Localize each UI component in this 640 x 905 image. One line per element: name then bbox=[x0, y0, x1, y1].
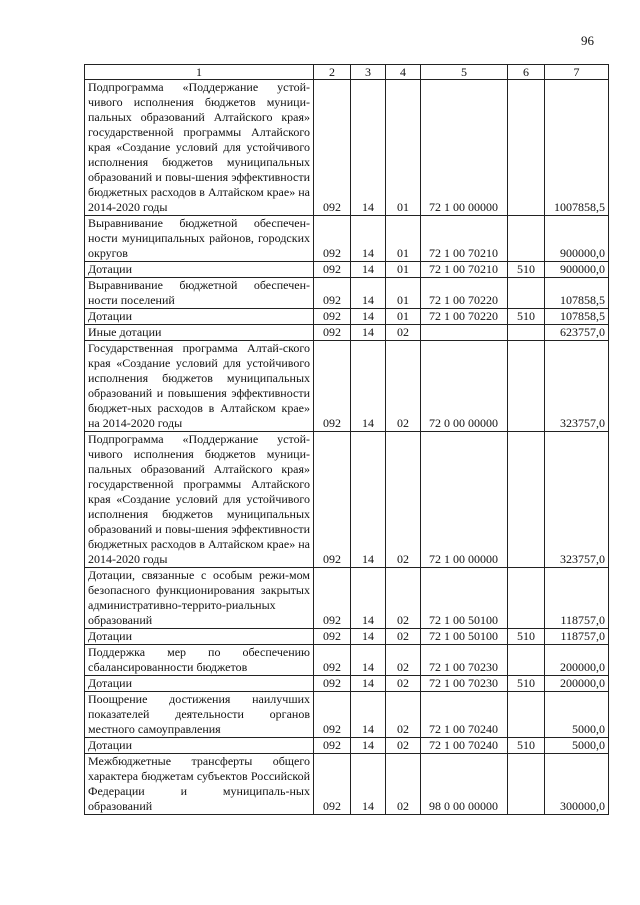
column-header: 3 bbox=[351, 65, 386, 80]
cell-target-code: 72 1 00 70230 bbox=[421, 645, 508, 676]
column-header: 2 bbox=[314, 65, 351, 80]
cell-amount: 107858,5 bbox=[545, 309, 609, 325]
cell-expense-type bbox=[508, 216, 545, 262]
cell-section: 14 bbox=[351, 341, 386, 432]
cell-section: 14 bbox=[351, 645, 386, 676]
table-row bbox=[85, 325, 609, 341]
cell-subsection: 02 bbox=[386, 692, 421, 738]
cell-amount: 5000,0 bbox=[545, 738, 609, 754]
table-row bbox=[85, 216, 609, 262]
cell-admin-code: 092 bbox=[314, 629, 351, 645]
cell-target-code: 72 1 00 70230 bbox=[421, 676, 508, 692]
cell-section: 14 bbox=[351, 676, 386, 692]
table-row bbox=[85, 432, 609, 568]
cell-section: 14 bbox=[351, 216, 386, 262]
cell-expense-type: 510 bbox=[508, 629, 545, 645]
cell-admin-code: 092 bbox=[314, 325, 351, 341]
cell-expense-type bbox=[508, 278, 545, 309]
cell-subsection: 01 bbox=[386, 309, 421, 325]
cell-expense-type: 510 bbox=[508, 309, 545, 325]
cell-subsection: 02 bbox=[386, 754, 421, 815]
cell-amount: 5000,0 bbox=[545, 692, 609, 738]
cell-amount: 323757,0 bbox=[545, 432, 609, 568]
cell-admin-code: 092 bbox=[314, 568, 351, 629]
column-header: 6 bbox=[508, 65, 545, 80]
table-row bbox=[85, 568, 609, 629]
cell-subsection: 02 bbox=[386, 629, 421, 645]
cell-subsection: 01 bbox=[386, 80, 421, 216]
cell-amount: 118757,0 bbox=[545, 629, 609, 645]
cell-amount: 200000,0 bbox=[545, 645, 609, 676]
cell-section: 14 bbox=[351, 325, 386, 341]
column-header: 4 bbox=[386, 65, 421, 80]
cell-amount: 623757,0 bbox=[545, 325, 609, 341]
cell-amount: 300000,0 bbox=[545, 754, 609, 815]
table-row bbox=[85, 629, 609, 645]
cell-expense-type bbox=[508, 692, 545, 738]
row-name: Межбюджетные трансферты общего характера бюджетам субъектов Российской Федерации и муниципаль-ных образований bbox=[85, 754, 314, 815]
column-header: 5 bbox=[421, 65, 508, 80]
cell-amount: 107858,5 bbox=[545, 278, 609, 309]
cell-section: 14 bbox=[351, 309, 386, 325]
row-name: Дотации bbox=[85, 629, 314, 645]
cell-expense-type bbox=[508, 80, 545, 216]
cell-subsection: 02 bbox=[386, 568, 421, 629]
cell-expense-type bbox=[508, 568, 545, 629]
cell-admin-code: 092 bbox=[314, 80, 351, 216]
row-name: Дотации bbox=[85, 262, 314, 278]
cell-admin-code: 092 bbox=[314, 432, 351, 568]
table-row bbox=[85, 278, 609, 309]
cell-section: 14 bbox=[351, 568, 386, 629]
cell-expense-type bbox=[508, 325, 545, 341]
table-row bbox=[85, 692, 609, 738]
cell-expense-type bbox=[508, 754, 545, 815]
row-name: Подпрограмма «Поддержание устой-чивого исполнения бюджетов муници-пальных образований Алтайского края» государственной программы Алтайского края «Создание условий для устойчивого исполнения бюджетов муниципальных образований и повы-шения эффективности бюджетных расходов в Алтайском крае» на 2014-2020 годы bbox=[85, 80, 314, 216]
row-name: Дотации bbox=[85, 738, 314, 754]
cell-section: 14 bbox=[351, 432, 386, 568]
cell-target-code: 72 1 00 70220 bbox=[421, 309, 508, 325]
table-row bbox=[85, 262, 609, 278]
table-row bbox=[85, 738, 609, 754]
table-row bbox=[85, 80, 609, 216]
cell-admin-code: 092 bbox=[314, 216, 351, 262]
row-name: Поощрение достижения наилучших показателей деятельности органов местного самоуправления bbox=[85, 692, 314, 738]
cell-target-code: 72 1 00 70240 bbox=[421, 692, 508, 738]
cell-amount: 900000,0 bbox=[545, 216, 609, 262]
row-name: Дотации bbox=[85, 309, 314, 325]
cell-subsection: 02 bbox=[386, 645, 421, 676]
table-row bbox=[85, 309, 609, 325]
cell-amount: 1007858,5 bbox=[545, 80, 609, 216]
cell-subsection: 01 bbox=[386, 216, 421, 262]
cell-amount: 323757,0 bbox=[545, 341, 609, 432]
cell-target-code: 72 0 00 00000 bbox=[421, 341, 508, 432]
row-name: Выравнивание бюджетной обеспечен-ности поселений bbox=[85, 278, 314, 309]
table-row bbox=[85, 645, 609, 676]
cell-admin-code: 092 bbox=[314, 692, 351, 738]
cell-subsection: 02 bbox=[386, 738, 421, 754]
cell-expense-type bbox=[508, 341, 545, 432]
cell-section: 14 bbox=[351, 80, 386, 216]
cell-amount: 900000,0 bbox=[545, 262, 609, 278]
cell-subsection: 01 bbox=[386, 278, 421, 309]
cell-target-code: 72 1 00 70240 bbox=[421, 738, 508, 754]
cell-admin-code: 092 bbox=[314, 309, 351, 325]
cell-admin-code: 092 bbox=[314, 738, 351, 754]
cell-admin-code: 092 bbox=[314, 278, 351, 309]
cell-target-code bbox=[421, 325, 508, 341]
cell-target-code: 72 1 00 50100 bbox=[421, 568, 508, 629]
cell-section: 14 bbox=[351, 738, 386, 754]
row-name: Выравнивание бюджетной обеспечен-ности муниципальных районов, городских округов bbox=[85, 216, 314, 262]
cell-section: 14 bbox=[351, 278, 386, 309]
column-header: 1 bbox=[85, 65, 314, 80]
cell-expense-type: 510 bbox=[508, 262, 545, 278]
page-number: 96 bbox=[581, 33, 594, 48]
cell-target-code: 72 1 00 50100 bbox=[421, 629, 508, 645]
table-row bbox=[85, 341, 609, 432]
cell-expense-type: 510 bbox=[508, 738, 545, 754]
cell-expense-type: 510 bbox=[508, 676, 545, 692]
cell-admin-code: 092 bbox=[314, 341, 351, 432]
cell-subsection: 02 bbox=[386, 325, 421, 341]
cell-subsection: 02 bbox=[386, 432, 421, 568]
row-name: Дотации bbox=[85, 676, 314, 692]
row-name: Иные дотации bbox=[85, 325, 314, 341]
cell-target-code: 98 0 00 00000 bbox=[421, 754, 508, 815]
header-row bbox=[85, 65, 609, 80]
cell-amount: 200000,0 bbox=[545, 676, 609, 692]
budget-table bbox=[84, 64, 609, 815]
cell-subsection: 02 bbox=[386, 676, 421, 692]
cell-target-code: 72 1 00 00000 bbox=[421, 80, 508, 216]
cell-target-code: 72 1 00 70220 bbox=[421, 278, 508, 309]
cell-admin-code: 092 bbox=[314, 262, 351, 278]
cell-section: 14 bbox=[351, 262, 386, 278]
row-name: Дотации, связанные с особым режи-мом безопасного функционирования закрытых административно-террито-риальных образований bbox=[85, 568, 314, 629]
cell-admin-code: 092 bbox=[314, 676, 351, 692]
column-header: 7 bbox=[545, 65, 609, 80]
cell-target-code: 72 1 00 00000 bbox=[421, 432, 508, 568]
cell-subsection: 02 bbox=[386, 341, 421, 432]
cell-amount: 118757,0 bbox=[545, 568, 609, 629]
table-row bbox=[85, 754, 609, 815]
cell-expense-type bbox=[508, 432, 545, 568]
row-name: Поддержка мер по обеспечению сбалансированности бюджетов bbox=[85, 645, 314, 676]
row-name: Подпрограмма «Поддержание устой-чивого исполнения бюджетов муници-пальных образований Алтайского края» государственной программы Алтайского края «Создание условий для устойчивого исполнения бюджетов муниципальных образований и повы-шения эффективности бюджетных расходов в Алтайском крае» на 2014-2020 годы bbox=[85, 432, 314, 568]
cell-section: 14 bbox=[351, 629, 386, 645]
cell-section: 14 bbox=[351, 754, 386, 815]
cell-expense-type bbox=[508, 645, 545, 676]
cell-admin-code: 092 bbox=[314, 754, 351, 815]
cell-target-code: 72 1 00 70210 bbox=[421, 216, 508, 262]
row-name: Государственная программа Алтай-ского края «Создание условий для устойчивого исполнения бюджетов муниципальных образований и повышения эффективности бюджет-ных расходов в Алтайском крае» на 2014-2020 годы bbox=[85, 341, 314, 432]
cell-section: 14 bbox=[351, 692, 386, 738]
cell-admin-code: 092 bbox=[314, 645, 351, 676]
cell-subsection: 01 bbox=[386, 262, 421, 278]
cell-target-code: 72 1 00 70210 bbox=[421, 262, 508, 278]
table-row bbox=[85, 676, 609, 692]
